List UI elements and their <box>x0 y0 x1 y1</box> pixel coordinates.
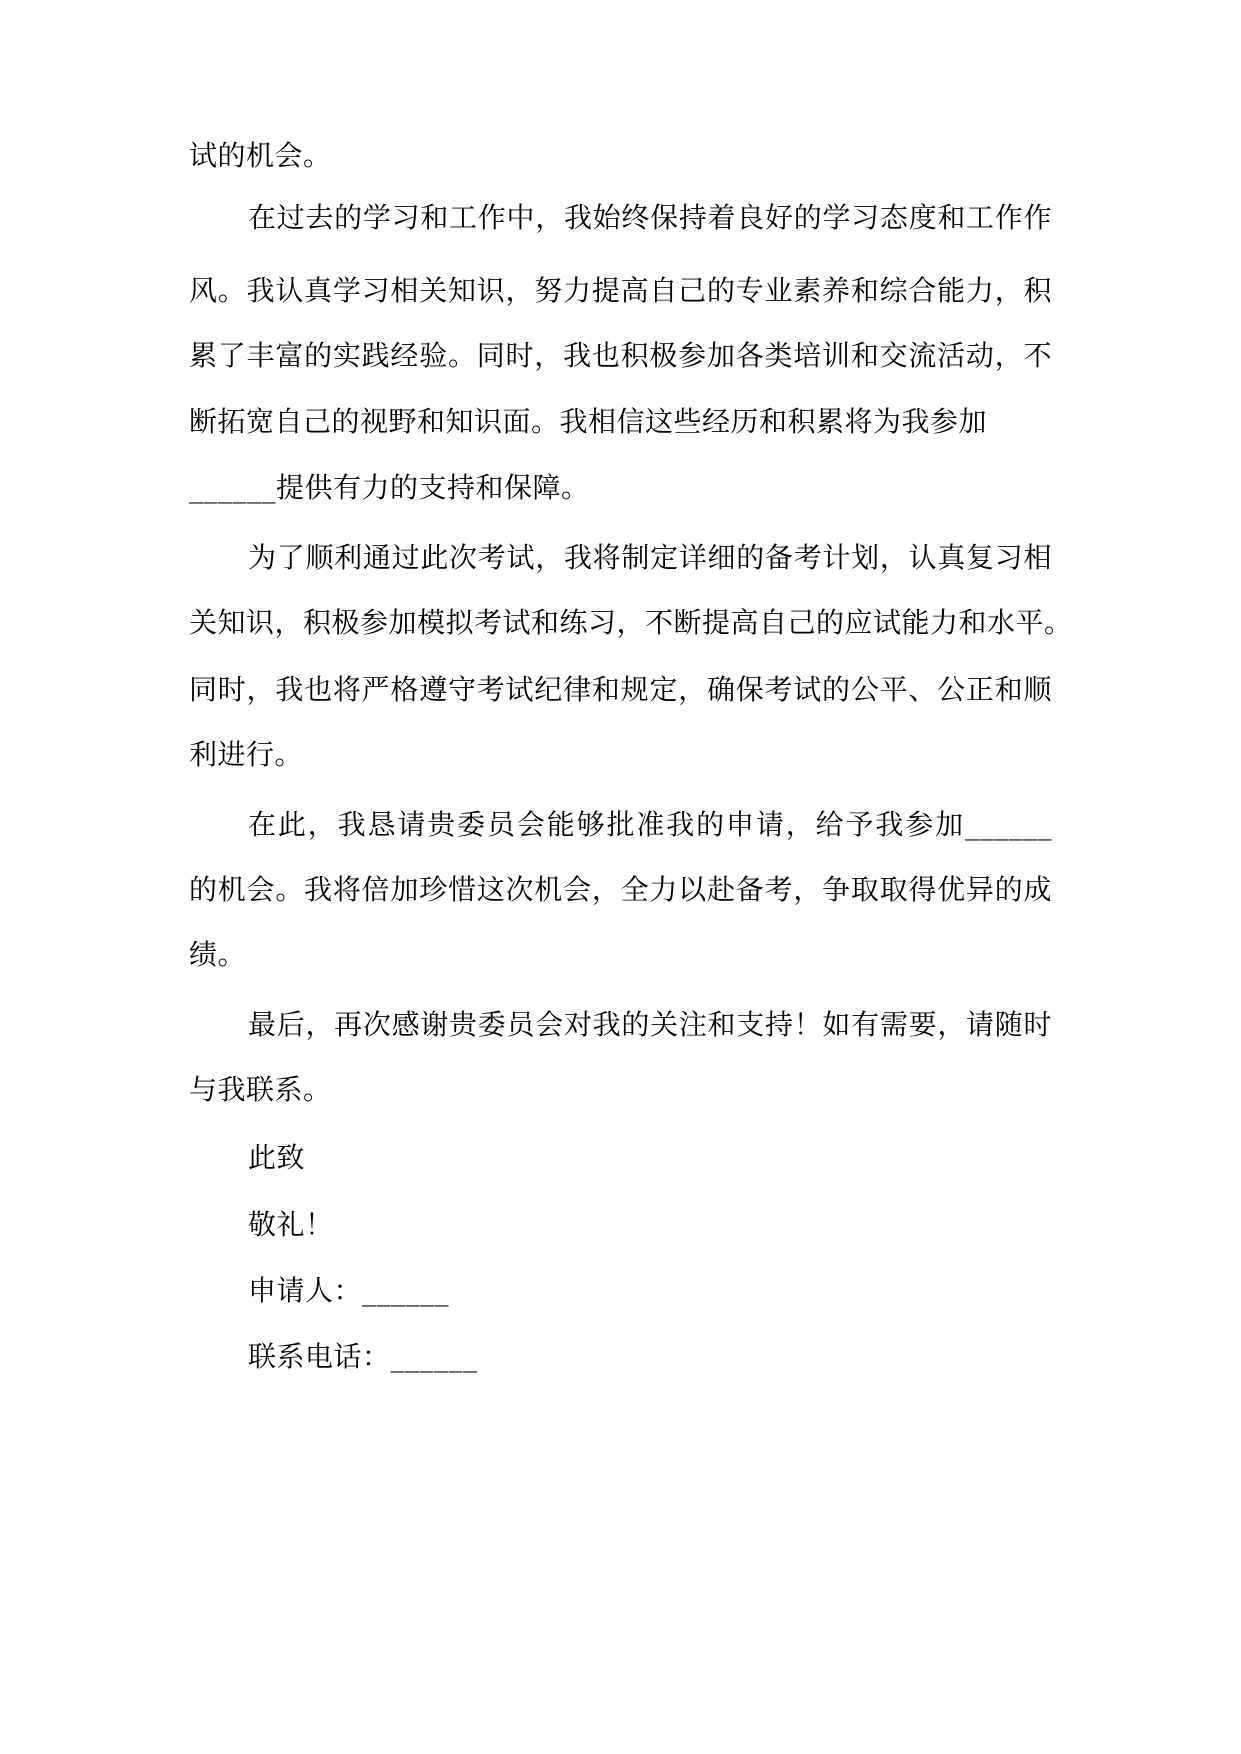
applicant-field: 申请人：______ <box>248 1274 450 1307</box>
text-line: ______提供有力的支持和保障。 <box>189 471 590 504</box>
text-line: 关知识，积极参加模拟考试和练习，不断提高自己的应试能力和水平。 <box>189 606 1073 639</box>
text-line: 利进行。 <box>189 738 304 771</box>
text-line: 绩。 <box>189 938 247 971</box>
phone-field: 联系电话：______ <box>248 1340 478 1373</box>
closing-salutation: 此致 <box>248 1141 306 1174</box>
text-line: 累了丰富的实践经验。同时，我也积极参加各类培训和交流活动，不 <box>189 339 1052 372</box>
text-line: 在此，我恳请贵委员会能够批准我的申请，给予我参加______ <box>248 808 1052 841</box>
text-line: 与我联系。 <box>189 1073 332 1106</box>
text-line: 的机会。我将倍加珍惜这次机会，全力以赴备考，争取取得优异的成 <box>189 873 1052 906</box>
closing-respect: 敬礼！ <box>248 1208 334 1241</box>
text-line: 最后，再次感谢贵委员会对我的关注和支持！如有需要，请随时 <box>248 1008 1052 1041</box>
text-line: 风。我认真学习相关知识，努力提高自己的专业素养和综合能力，积 <box>189 274 1052 307</box>
text-line: 同时，我也将严格遵守考试纪律和规定，确保考试的公平、公正和顺 <box>189 673 1052 706</box>
text-line: 在过去的学习和工作中，我始终保持着良好的学习态度和工作作 <box>248 201 1052 234</box>
text-line: 断拓宽自己的视野和知识面。我相信这些经历和积累将为我参加 <box>189 405 988 438</box>
text-line: 为了顺利通过此次考试，我将制定详细的备考计划，认真复习相 <box>248 541 1052 574</box>
text-line: 试的机会。 <box>189 139 332 172</box>
